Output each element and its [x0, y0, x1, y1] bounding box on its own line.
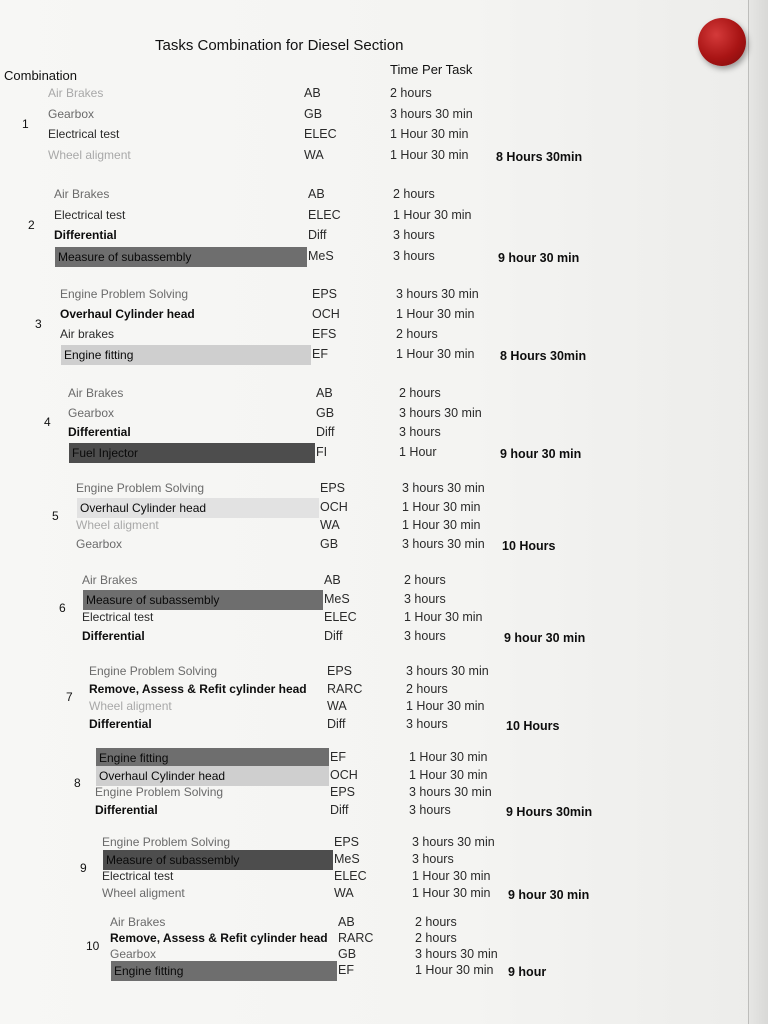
task-row	[0, 748, 700, 766]
task-abbreviation: EPS	[330, 785, 356, 799]
task-time: 2 hours	[393, 187, 435, 201]
task-time: 3 hours 30 min	[406, 664, 489, 678]
task-name: Differential	[54, 228, 117, 242]
task-abbreviation: EF	[338, 963, 354, 977]
task-time: 3 hours	[399, 425, 441, 439]
task-row	[0, 783, 700, 801]
task-row	[0, 697, 700, 715]
task-name: Engine Problem Solving	[95, 785, 224, 799]
task-row	[0, 185, 700, 203]
task-abbreviation: ELEC	[308, 207, 341, 222]
task-abbreviation: GB	[338, 947, 357, 961]
combination-number: 7	[66, 690, 73, 705]
task-row	[0, 884, 700, 902]
task-time: 1 Hour 30 min	[415, 963, 494, 977]
task-name: Measure of subassembly	[83, 590, 323, 610]
task-time: 3 hours	[406, 716, 448, 731]
task-name: Differential	[82, 628, 145, 643]
task-time: 1 Hour 30 min	[406, 699, 485, 713]
task-name: Measure of subassembly	[103, 850, 333, 870]
task-time: 1 Hour 30 min	[412, 886, 491, 900]
combination-total: 9 hour 30 min	[504, 630, 586, 645]
task-row	[0, 423, 700, 441]
task-name: Overhaul Cylinder head	[77, 498, 319, 518]
task-name: Air Brakes	[82, 573, 138, 587]
task-row	[0, 680, 700, 698]
task-abbreviation: Diff	[330, 802, 349, 817]
task-abbreviation: RARC	[327, 681, 363, 696]
task-row	[0, 662, 700, 680]
task-abbreviation: OCH	[312, 307, 340, 321]
task-row	[0, 766, 700, 784]
task-name: Engine Problem Solving	[89, 664, 218, 678]
task-row	[0, 325, 700, 343]
task-time: 3 hours	[409, 802, 451, 817]
task-time: 2 hours	[396, 327, 438, 341]
task-abbreviation: Diff	[324, 628, 343, 643]
combination-number: 4	[44, 415, 51, 430]
task-row	[0, 146, 700, 164]
task-name: Wheel aligment	[102, 886, 185, 900]
task-time: 3 hours 30 min	[402, 536, 485, 551]
task-time: 1 Hour 30 min	[412, 869, 491, 883]
task-abbreviation: MeS	[308, 248, 334, 263]
task-row	[0, 206, 700, 224]
task-name: Air Brakes	[54, 187, 110, 201]
combination-total: 9 Hours 30min	[506, 804, 593, 819]
task-time: 1 Hour	[399, 444, 437, 459]
task-time: 3 hours 30 min	[402, 481, 485, 495]
task-time: 2 hours	[406, 681, 448, 696]
task-row	[0, 516, 700, 534]
task-name: Air Brakes	[48, 86, 104, 100]
task-row	[0, 384, 700, 402]
task-name: Overhaul Cylinder head	[60, 307, 195, 321]
task-abbreviation: AB	[338, 915, 355, 929]
red-pushpin	[698, 18, 746, 66]
combination-number: 10	[86, 939, 100, 953]
task-time: 3 hours	[404, 628, 446, 643]
task-name: Electrical test	[48, 127, 120, 141]
task-abbreviation: EPS	[327, 664, 353, 678]
task-row	[0, 571, 700, 589]
task-time: 3 hours 30 min	[412, 835, 495, 849]
combination-total: 8 Hours 30min	[500, 349, 587, 363]
combination-total: 10 Hours	[506, 718, 560, 733]
task-abbreviation: FI	[316, 444, 328, 459]
paper-edge	[748, 0, 768, 1024]
task-row	[0, 801, 700, 819]
task-time: 1 Hour 30 min	[409, 750, 488, 764]
task-time: 3 hours	[393, 248, 435, 263]
task-abbreviation: EPS	[334, 835, 360, 849]
combination-number: 8	[74, 776, 81, 791]
combination-number: 5	[52, 508, 59, 523]
task-time: 3 hours 30 min	[399, 405, 482, 420]
task-name: Air brakes	[60, 327, 115, 341]
task-row	[0, 443, 700, 461]
task-abbreviation: AB	[308, 187, 325, 201]
task-row	[0, 479, 700, 497]
task-abbreviation: MeS	[324, 591, 350, 606]
task-abbreviation: EPS	[320, 481, 346, 495]
task-name: Electrical test	[102, 869, 174, 883]
task-name: Engine Problem Solving	[76, 481, 205, 495]
task-row	[0, 247, 700, 265]
task-row	[0, 961, 700, 979]
task-name: Remove, Assess & Refit cylinder head	[110, 931, 328, 945]
task-time: 3 hours	[393, 228, 435, 242]
task-abbreviation: ELEC	[304, 127, 337, 141]
task-time: 1 Hour 30 min	[390, 127, 469, 141]
task-row	[0, 608, 700, 626]
task-abbreviation: Diff	[316, 425, 335, 439]
task-abbreviation: EF	[330, 750, 346, 764]
task-abbreviation: GB	[316, 405, 335, 420]
task-abbreviation: WA	[304, 147, 324, 162]
task-abbreviation: MeS	[334, 852, 360, 866]
combination-number: 6	[59, 600, 66, 615]
task-name: Electrical test	[54, 207, 126, 222]
task-abbreviation: WA	[320, 518, 340, 532]
task-name: Fuel Injector	[69, 443, 315, 463]
combination-total: 9 hour 30 min	[498, 250, 580, 265]
task-row	[0, 305, 700, 323]
task-name: Differential	[95, 802, 158, 817]
task-row	[0, 833, 700, 851]
task-row	[0, 715, 700, 733]
task-name: Engine fitting	[111, 961, 337, 981]
task-abbreviation: EFS	[312, 327, 337, 341]
task-time: 1 Hour 30 min	[402, 499, 481, 514]
combination-number: 3	[35, 317, 42, 331]
combination-total: 9 hour 30 min	[508, 888, 590, 902]
task-time: 3 hours 30 min	[396, 287, 479, 301]
task-name: Air Brakes	[68, 386, 124, 400]
task-row	[0, 105, 700, 123]
task-name: Gearbox	[48, 106, 95, 121]
task-name: Gearbox	[68, 405, 115, 420]
task-name: Engine Problem Solving	[60, 287, 189, 301]
task-abbreviation: GB	[320, 536, 339, 551]
task-abbreviation: EF	[312, 347, 328, 361]
task-abbreviation: Diff	[308, 228, 327, 242]
task-time: 1 Hour 30 min	[393, 207, 472, 222]
task-abbreviation: WA	[327, 699, 347, 713]
task-time: 1 Hour 30 min	[390, 147, 469, 162]
task-abbreviation: AB	[304, 86, 321, 100]
task-abbreviation: OCH	[320, 499, 348, 514]
task-row	[0, 498, 700, 516]
combination-total: 10 Hours	[502, 538, 556, 553]
task-abbreviation: OCH	[330, 767, 358, 782]
header-combination: Combination	[4, 68, 77, 83]
task-name: Differential	[68, 425, 131, 439]
task-name: Measure of subassembly	[55, 247, 307, 267]
task-name: Wheel aligment	[76, 518, 159, 532]
page-title: Tasks Combination for Diesel Section	[155, 37, 404, 54]
task-name: Differential	[89, 716, 152, 731]
task-abbreviation: AB	[324, 573, 341, 587]
task-name: Remove, Assess & Refit cylinder head	[89, 681, 307, 696]
task-name: Electrical test	[82, 610, 154, 624]
task-row	[0, 867, 700, 885]
task-row	[0, 345, 700, 363]
task-row	[0, 404, 700, 422]
task-name: Gearbox	[76, 536, 123, 551]
task-row	[0, 285, 700, 303]
combination-total: 9 hour 30 min	[500, 446, 582, 461]
task-abbreviation: ELEC	[324, 610, 357, 624]
combination-number: 9	[80, 860, 87, 875]
task-name: Overhaul Cylinder head	[96, 766, 329, 786]
task-time: 1 Hour 30 min	[396, 307, 475, 321]
task-name: Engine Problem Solving	[102, 835, 231, 849]
task-abbreviation: EPS	[312, 287, 338, 301]
task-time: 3 hours 30 min	[409, 785, 492, 799]
combination-number: 2	[28, 217, 35, 232]
task-time: 1 Hour 30 min	[396, 347, 475, 361]
task-abbreviation: ELEC	[334, 869, 367, 883]
task-row	[0, 125, 700, 143]
task-time: 2 hours	[390, 86, 432, 100]
task-row	[0, 590, 700, 608]
task-row	[0, 850, 700, 868]
header-time-per-task: Time Per Task	[390, 62, 473, 77]
task-abbreviation: Diff	[327, 716, 346, 731]
task-time: 2 hours	[415, 931, 457, 945]
task-name: Gearbox	[110, 947, 157, 961]
task-abbreviation: GB	[304, 106, 323, 121]
task-abbreviation: WA	[334, 886, 354, 900]
combination-total: 9 hour	[508, 965, 547, 979]
combination-total: 8 Hours 30min	[496, 149, 583, 164]
task-row	[0, 226, 700, 244]
task-abbreviation: AB	[316, 386, 333, 400]
combination-number: 1	[22, 116, 29, 131]
task-time: 1 Hour 30 min	[409, 767, 488, 782]
task-time: 3 hours	[412, 852, 454, 866]
task-time: 2 hours	[415, 915, 457, 929]
task-time: 1 Hour 30 min	[404, 610, 483, 624]
task-name: Wheel aligment	[48, 147, 131, 162]
task-row	[0, 535, 700, 553]
task-time: 2 hours	[399, 386, 441, 400]
task-abbreviation: RARC	[338, 931, 374, 945]
task-name: Air Brakes	[110, 915, 166, 929]
task-row	[0, 627, 700, 645]
task-name: Engine fitting	[96, 748, 329, 768]
task-time: 2 hours	[404, 573, 446, 587]
task-time: 1 Hour 30 min	[402, 518, 481, 532]
task-name: Engine fitting	[61, 345, 311, 365]
task-time: 3 hours	[404, 591, 446, 606]
task-time: 3 hours 30 min	[415, 947, 498, 961]
task-row	[0, 84, 700, 102]
task-time: 3 hours 30 min	[390, 106, 473, 121]
task-name: Wheel aligment	[89, 699, 172, 713]
